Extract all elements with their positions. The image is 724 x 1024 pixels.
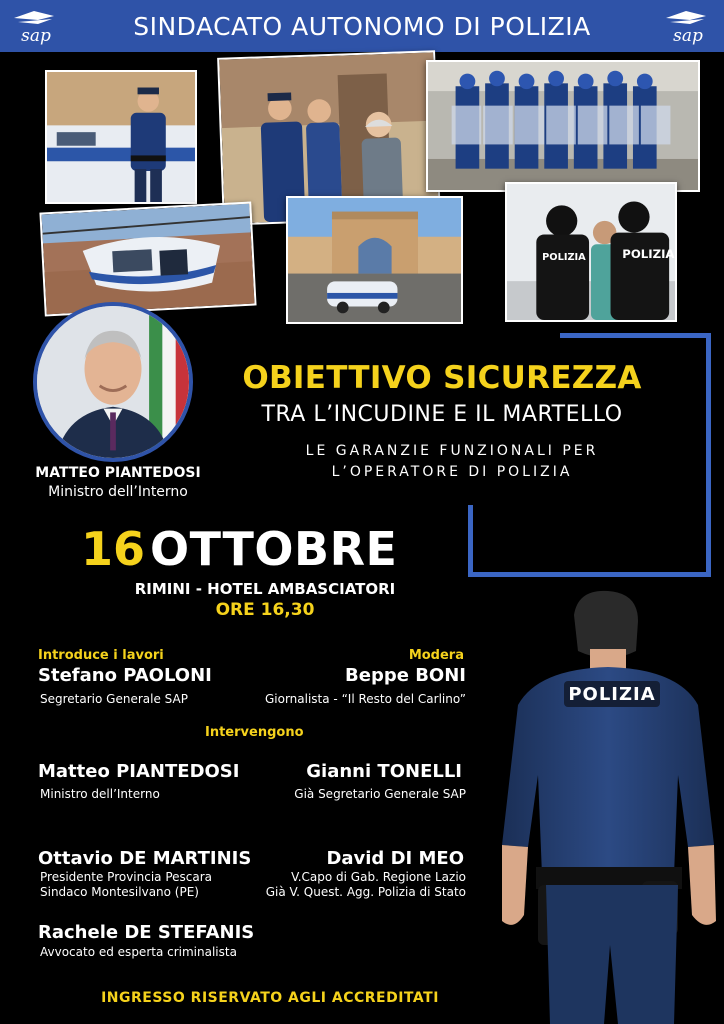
event-date-day: 16	[81, 522, 146, 576]
intro-speaker-role: Segretario Generale SAP	[40, 692, 188, 706]
guest-portrait-avatar	[33, 302, 193, 462]
event-description-line: LE GARANZIE FUNZIONALI PER	[305, 443, 599, 459]
speaker-role: Già V. Quest. Agg. Polizia di Stato	[265, 885, 466, 899]
event-venue: RIMINI - HOTEL AMBASCIATORI	[134, 580, 396, 598]
police-officer-illustration	[478, 585, 724, 1024]
event-date-month: OTTOBRE	[150, 522, 398, 576]
event-description	[262, 441, 642, 483]
intro-speaker-name: Stefano PAOLONI	[38, 665, 212, 686]
sap-logo-icon	[8, 6, 64, 46]
guest-role: Ministro dell’Interno	[48, 484, 188, 500]
intro-label: Introduce i lavori	[38, 648, 164, 663]
svg-text:POLIZIA: POLIZIA	[568, 684, 656, 705]
svg-text:POLIZIA: POLIZIA	[542, 251, 586, 263]
title-frame-left	[468, 505, 473, 577]
speaker-name: Ottavio DE MARTINIS	[38, 848, 252, 869]
photo-police-officer-car	[45, 70, 197, 204]
event-description-line: L’OPERATORE DI POLIZIA	[331, 464, 573, 480]
guest-name: MATTEO PIANTEDOSI	[35, 465, 201, 481]
moderator-name: Beppe BONI	[345, 665, 466, 686]
svg-text:POLIZIA: POLIZIA	[622, 246, 675, 261]
photo-police-car-arch	[286, 196, 463, 324]
speakers-label: Intervengono	[205, 725, 304, 740]
event-time: ORE 16,30	[215, 600, 315, 620]
speaker-name: Matteo PIANTEDOSI	[38, 761, 240, 782]
header-title: SINDACATO AUTONOMO DI POLIZIA	[133, 11, 591, 41]
svg-text:sap: sap	[673, 26, 703, 46]
svg-text:sap: sap	[21, 26, 51, 46]
moderator-label: Modera	[408, 648, 464, 663]
photo-riot-police-line	[426, 60, 700, 192]
sap-logo-icon	[660, 6, 716, 46]
speaker-name: Gianni TONELLI	[306, 761, 462, 782]
header-banner	[0, 0, 724, 52]
speaker-role: Già Segretario Generale SAP	[294, 787, 466, 801]
photo-police-helicopter	[39, 202, 256, 317]
speaker-name: David DI MEO	[326, 848, 464, 869]
speaker-role: Sindaco Montesilvano (PE)	[40, 885, 199, 899]
footer-note: INGRESSO RISERVATO AGLI ACCREDITATI	[101, 990, 439, 1006]
speaker-role: V.Capo di Gab. Regione Lazio	[291, 870, 466, 884]
speaker-name: Rachele DE STEFANIS	[38, 922, 255, 943]
event-title: OBIETTIVO SICUREZZA	[242, 360, 642, 396]
event-subtitle: TRA L’INCUDINE E IL MARTELLO	[261, 402, 623, 427]
photo-special-forces-arrest	[505, 182, 677, 322]
speaker-role: Presidente Provincia Pescara	[40, 870, 213, 884]
moderator-role: Giornalista - “Il Resto del Carlino”	[264, 692, 466, 706]
speaker-role: Ministro dell’Interno	[40, 787, 160, 801]
speaker-role: Avvocato ed esperta criminalista	[40, 945, 237, 959]
